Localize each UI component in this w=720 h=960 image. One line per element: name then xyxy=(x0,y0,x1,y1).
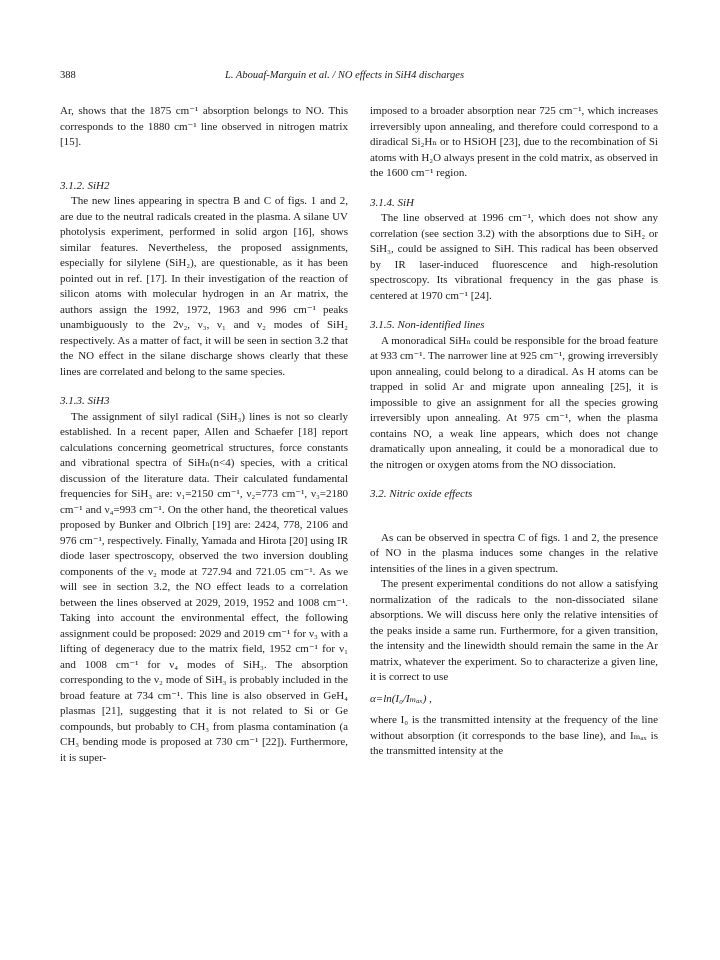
section-heading-3-1-5: 3.1.5. Non-identified lines xyxy=(370,319,485,331)
running-head: L. Abouaf-Marguin et al. / NO effects in SiH4 discharges xyxy=(225,70,465,81)
paragraph-sih3: The assignment of silyl radical (SiH₃) lines is not so clearly established. In a recent paper, Allen and Schaefer [18] report calculations concerning geometrical structures, force constants and vibrational spectra of SiHₙ(n<4) species, with a critical discussion of the literature data. Their calculated fundamental frequencies for SiH₃ are: ν₁=2150 cm⁻¹, ν₂=773 cm⁻¹, ν₃=2180 cm⁻¹ and ν₄=993 cm⁻¹. On the other hand, the theoretical values proposed by Bunker and Olbrich [19] are: 2424, 778, 2106 and 976 cm⁻¹, respectively. Finally, Yamada and Hirota [20] using IR diode laser spectroscopy, observed the two inversion doubling components of the ν₂ mode at 727.94 and 721.05 cm⁻¹. As we will see in section 3.2, the NO effect leads to a correlation between the lines observed at 2029, 2019, 1952 and 1008 cm⁻¹. Taking into account the environmental effect, the following assignment could be proposed: 2029 and 2019 cm⁻¹ for ν₃ with a lifting of degeneracy due to the matrix field, 1952 cm⁻¹ for ν₁ and 1008 cm⁻¹ for ν₄ modes of SiH₃. The absorption corresponding to the ν₂ mode of SiH₃ is probably included in the broad feature at 734 cm⁻¹. This line is also observed in GeH₄ plasmas [21], suggesting that it is not related to Si or Ge compounds, but probably to CH₃ from plasma contamination (a CH₃ bending mode is proposed at 730 cm⁻¹ [22]). Furthermore, it is super- xyxy=(60,410,348,764)
page-number: 388 xyxy=(60,70,76,81)
paragraph-intro: Ar, shows that the 1875 cm⁻¹ absorption belongs to NO. This corresponds to the 1880 cm⁻¹ line observed in nitrogen matrix [15]. xyxy=(60,105,348,148)
section-heading-3-1-2: 3.1.2. SiH2 xyxy=(60,179,110,192)
equation-alpha: α=ln(I₀/Iₘₐₓ) , xyxy=(370,692,432,705)
paragraph-nitric-oxide-3: where I₀ is the transmitted intensity at the frequency of the line without absorption (it corresponds to the base line), and Iₘₐₓ is the transmitted intensity at the xyxy=(370,714,658,757)
paragraph-sih2: The new lines appearing in spectra B and C of figs. 1 and 2, are due to the neutral radicals created in the plasma. A silane UV photolysis experiment, performed in solid argon [16], shows similar features. Nevertheless, the proposed assignments, especially for silylene (SiH₂), are questionable, as it has been pointed out in ref. [17]. In their investigation of the reaction of silicon atoms with molecular hydrogen in an Ar matrix, the authors assign the 1992, 1972, 1963 and 996 cm⁻¹ peaks unambiguously to the 2ν₂, ν₃, ν₁ and ν₂ modes of SiH₂ respectively. As a matter of fact, it will be seen in section 3.2 that the NO effect in the silane discharge shows clearly that these lines are correlated and belong to the same species. xyxy=(60,195,348,378)
paragraph-non-identified: A monoradical SiHₙ could be responsible for the broad feature at 933 cm⁻¹. The narrower line at 925 cm⁻¹, growing irreversibly upon annealing, could belong to a diradical. As H atoms can be trapped in solid Ar and migrate upon annealing [25], it is impossible to give an assignment for all the species growing irreversibly upon annealing. At 975 cm⁻¹, when the plasma contains NO, a weak line appears, which does not change dramatically upon annealing, it could be a monoradical due to the nitrogen or oxygen atoms from the NO dissociation. xyxy=(370,334,658,471)
paragraph-nitric-oxide-1: As can be observed in spectra C of figs. 1 and 2, the presence of NO in the plasma induces some changes in the relative intensities of the lines in a given spectrum. xyxy=(370,531,658,575)
paragraph-nitric-oxide-2: The present experimental conditions do not allow a satisfying normalization of the radicals to the non-dissociated silane absorptions. We will discuss here only the relative intensities of the peaks inside a same run. Furthermore, for a given transition, the intensity and the linewidth should remain the same in the Ar matrix, whatever the experiment. So to characterize a given line, it is correct to use xyxy=(370,578,658,683)
section-heading-3-1-3: 3.1.3. SiH3 xyxy=(60,395,110,407)
section-heading-3-1-4: 3.1.4. SiH xyxy=(370,196,414,209)
section-heading-3-2: 3.2. Nitric oxide effects xyxy=(370,488,473,500)
page-header xyxy=(60,70,660,88)
paragraph-continued: imposed to a broader absorption near 725 cm⁻¹, which increases irreversibly upon annealing, and therefore could correspond to a diradical Si₂Hₙ or to HSiOH [23], due to the recombination of Si atoms with H₂O always present in the cold matrix, as observed in the 1600 cm⁻¹ region. xyxy=(370,105,658,179)
paragraph-sih: The line observed at 1996 cm⁻¹, which does not show any correlation (see section 3.2) with the absorptions due to SiH₂ or SiH₃, could be assigned to SiH. This radical has been observed by IR laser-induced fluorescence and high-resolution spectroscopy. Its vibrational frequency in the gas phase is centered at 1970 cm⁻¹ [24]. xyxy=(370,212,658,302)
left-column xyxy=(60,104,348,766)
right-column xyxy=(370,104,658,760)
